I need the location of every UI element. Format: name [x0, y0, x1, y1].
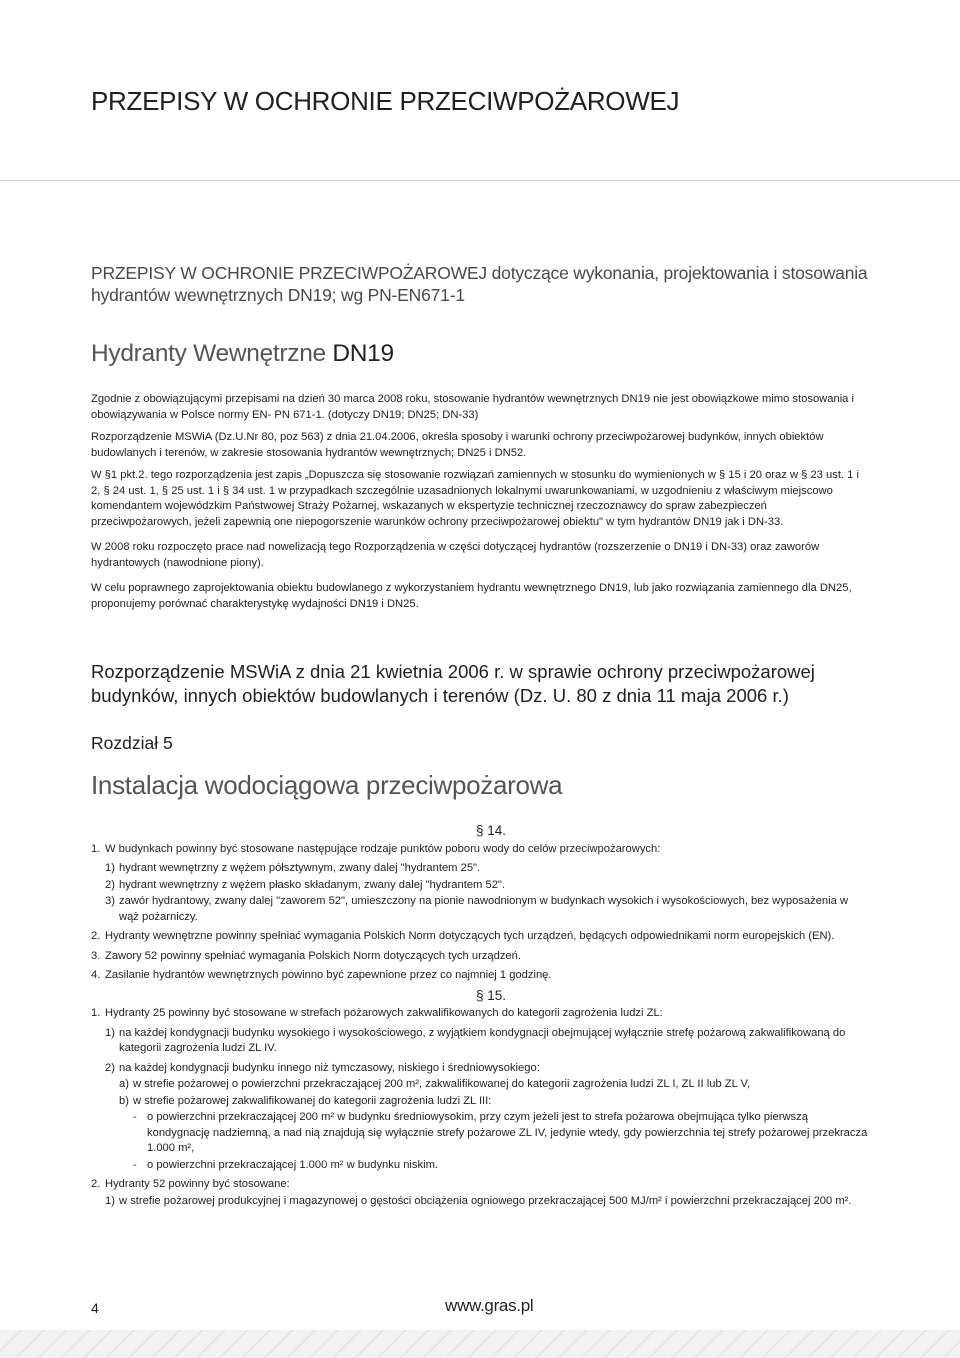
law-item-text: w strefie pożarowej produkcyjnej i magazynowej o gęstości obciążenia ogniowego przekraczającej 500 MJ/m² i powierzchni przekraczającej 200 m².: [119, 1194, 852, 1207]
lead-line-2: hydrantów wewnętrznych DN19; wg PN-EN671-1: [91, 285, 465, 305]
paragraph-15-heading: § 15.: [476, 987, 507, 1003]
law-item-text: Hydranty 25 powinny być stosowane w strefach pożarowych zakwalifikowanych do kategorii zagrożenia ludzi ZL:: [105, 1007, 663, 1019]
law-item-number: a): [119, 1078, 129, 1090]
law-item: [105, 861, 871, 877]
law-item-text: w strefie pożarowej o powierzchni przekraczającej 200 m², zakwalifikowanej do kategorii zagrożenia ludzi ZL I, ZL II lub ZL V,: [133, 1078, 751, 1090]
law-item-text: hydrant wewnętrzny z wężem płasko składanym, zwany dalej "hydrantem 52".: [119, 878, 506, 891]
page-number: 4: [91, 1300, 99, 1316]
law-item-number: 2): [105, 878, 115, 891]
lead-heading: [91, 262, 871, 306]
law-item-text: na każdej kondygnacji budynku wysokiego i wysokościowego, z wyjątkiem kondygnacji obejmującej wyłącznie strefę pożarową zakwalifikowaną do kategorii zagrożenia ludzi ZL IV.: [119, 1026, 846, 1054]
section-title-bold: DN19: [332, 340, 394, 367]
law-item-text: zawór hydrantowy, zwany dalej "zaworem 52", umieszczony na pionie nawodnionym w budynkach wysokich i wysokościowych, bez wyposażenia w wąż pożarniczy.: [119, 895, 849, 923]
law-item-number: 1.: [91, 1007, 101, 1019]
law-item: [105, 1026, 871, 1057]
intro-paragraph-2: Rozporządzenie MSWiA (Dz.U.Nr 80, poz 563) z dnia 21.04.2006, określa sposoby i warunki ochrony przeciwpożarowej budynków, innych obiektów budowlanych i terenów, w zakresie stosowania hydrantów wewnętrznych; DN25 i DN52.: [91, 431, 824, 459]
law-item-number: 4.: [91, 969, 101, 981]
law-item: [105, 878, 871, 894]
law-item-number: 2.: [91, 1178, 101, 1190]
law-item-number: 2.: [91, 930, 101, 942]
section-title-light: Hydranty Wewnętrzne: [91, 340, 333, 367]
intro-paragraph-3: W §1 pkt.2. tego rozporządzenia jest zapis „Dopuszcza się stosowanie rozwiązań zamiennych w stosunku do wymienionych w § 15 i 20 oraz w § 23 ust. 1 i 2, § 24 ust. 1, § 25 ust. 1 i § 34 ust. 1 w przypadkach szczególnie uzasadnionych lokalnymi uwarunkowaniami, w uzgodnieniu z właściwym miejscowo komendantem wojewódzkim Państwowej Straży Pożarnej, wskazanych w ekspertyzie technicznej rzeczoznawcy do spraw zabezpieczeń przeciwpożarowych, jeżeli zapewnią one niepogorszenie warunków ochrony przeciwpożarowej obiektu" w tym hydrantów DN19 jak i DN-33.: [91, 469, 859, 528]
lead-line-1: PRZEPISY W OCHRONIE PRZECIWPOŻAROWEJ dotyczące wykonania, projektowania i stosowania: [91, 263, 868, 283]
law-item-text: Hydranty 52 powinny być stosowane:: [105, 1178, 290, 1190]
intro-paragraph-1: Zgodnie z obowiązującymi przepisami na dzień 30 marca 2008 roku, stosowanie hydrantów wewnętrznych DN19 nie jest obowiązkowe mimo stosowania i obowiązywania w Polsce normy EN- PN 671-1. (dotyczy DN19; DN25; DN-33): [91, 393, 854, 421]
law-item-number: 3): [105, 895, 115, 907]
law-item: [91, 949, 871, 965]
law-item-text: na każdej kondygnacji budynku innego niż tymczasowy, niskiego i średniowysokiego:: [119, 1061, 540, 1074]
law-item-text: w strefie pożarowej zakwalifikowanej do kategorii zagrożenia ludzi ZL III:: [133, 1094, 492, 1107]
law-item: [133, 1110, 871, 1157]
page-header-title: PRZEPISY W OCHRONIE PRZECIWPOŻAROWEJ: [91, 86, 680, 116]
law-item-text: o powierzchni przekraczającej 200 m² w budynku średniowysokim, przy czym jeżeli jest to strefa pożarowa obejmująca tylko pierwszą kondygnację nadziemną, a nad nią znajdują się wyłącznie strefy pożarowe ZL IV, jedynie wtedy, gdy powierzchnia tej strefy pożarowej przekracza 1.000 m²,: [147, 1111, 868, 1154]
footer-hatch-band: [0, 1330, 960, 1358]
law-item-text: W budynkach powinny być stosowane następujące rodzaje punktów poboru wody do celów przeciwpożarowych:: [105, 842, 661, 855]
law-item: [91, 842, 871, 858]
law-item-number: -: [133, 1111, 137, 1123]
law-item: [91, 1177, 871, 1193]
law-item-number: 3.: [91, 949, 101, 962]
paragraph-14-heading: § 14.: [476, 823, 507, 838]
law-item-text: o powierzchni przekraczającej 1.000 m² w budynku niskim.: [147, 1158, 439, 1171]
section-title: [91, 340, 871, 368]
law-item: [119, 1077, 871, 1093]
law-item: [91, 929, 871, 945]
intro-paragraph-4: W 2008 roku rozpoczęto prace nad nowelizacją tego Rozporządzenia w części dotyczącej hydrantów (rozszerzenie o DN19 i DN-33) oraz zaworów hydrantowych (nawodnione piony).: [91, 541, 820, 569]
law-item: [105, 894, 871, 925]
law-item-number: 1): [105, 1026, 115, 1039]
header-divider: [0, 180, 960, 181]
law-item-text: Zasilanie hydrantów wewnętrznych powinno być zapewnione przez co najmniej 1 godzinę.: [105, 969, 552, 981]
law-item-number: 1): [105, 1194, 115, 1207]
law-item-text: hydrant wewnętrzny z wężem półsztywnym, zwany dalej "hydrantem 25".: [119, 862, 481, 874]
law-item-number: -: [133, 1158, 137, 1171]
installation-title: Instalacja wodociągowa przeciwpożarowa: [91, 770, 563, 800]
law-item: [91, 1006, 871, 1022]
law-item: [105, 1194, 871, 1210]
chapter-title: Rozdział 5: [91, 733, 173, 753]
law-item: [119, 1094, 871, 1110]
intro-text: [91, 392, 861, 619]
law-item: [133, 1158, 871, 1174]
law-item-number: 1): [105, 862, 115, 874]
footer-website-link[interactable]: www.gras.pl: [445, 1296, 534, 1315]
law-item-number: 1.: [91, 842, 101, 855]
law-item: [105, 1061, 871, 1077]
regulation-title: Rozporządzenie MSWiA z dnia 21 kwietnia 2006 r. w sprawie ochrony przeciwpożarowej budynków, innych obiektów budowlanych i terenów (Dz. U. 80 z dnia 11 maja 2006 r.): [91, 661, 815, 706]
law-item: [91, 968, 871, 984]
law-item-text: Zawory 52 powinny spełniać wymagania Polskich Norm dotyczących tych urządzeń.: [105, 949, 521, 962]
intro-paragraph-5: W celu poprawnego zaprojektowania obiektu budowlanego z wykorzystaniem hydrantu wewnętrznego DN19, lub jako rozwiązania zamiennego dla DN25, proponujemy porównać charakterystykę wydajności DN19 i DN25.: [91, 582, 852, 610]
law-item-number: 2): [105, 1061, 115, 1074]
law-item-text: Hydranty wewnętrzne powinny spełniać wymagania Polskich Norm dotyczących tych urządzeń, będących odpowiednikami norm europejskich (EN).: [105, 930, 835, 942]
law-text: [91, 823, 871, 1213]
law-item-number: b): [119, 1094, 129, 1107]
